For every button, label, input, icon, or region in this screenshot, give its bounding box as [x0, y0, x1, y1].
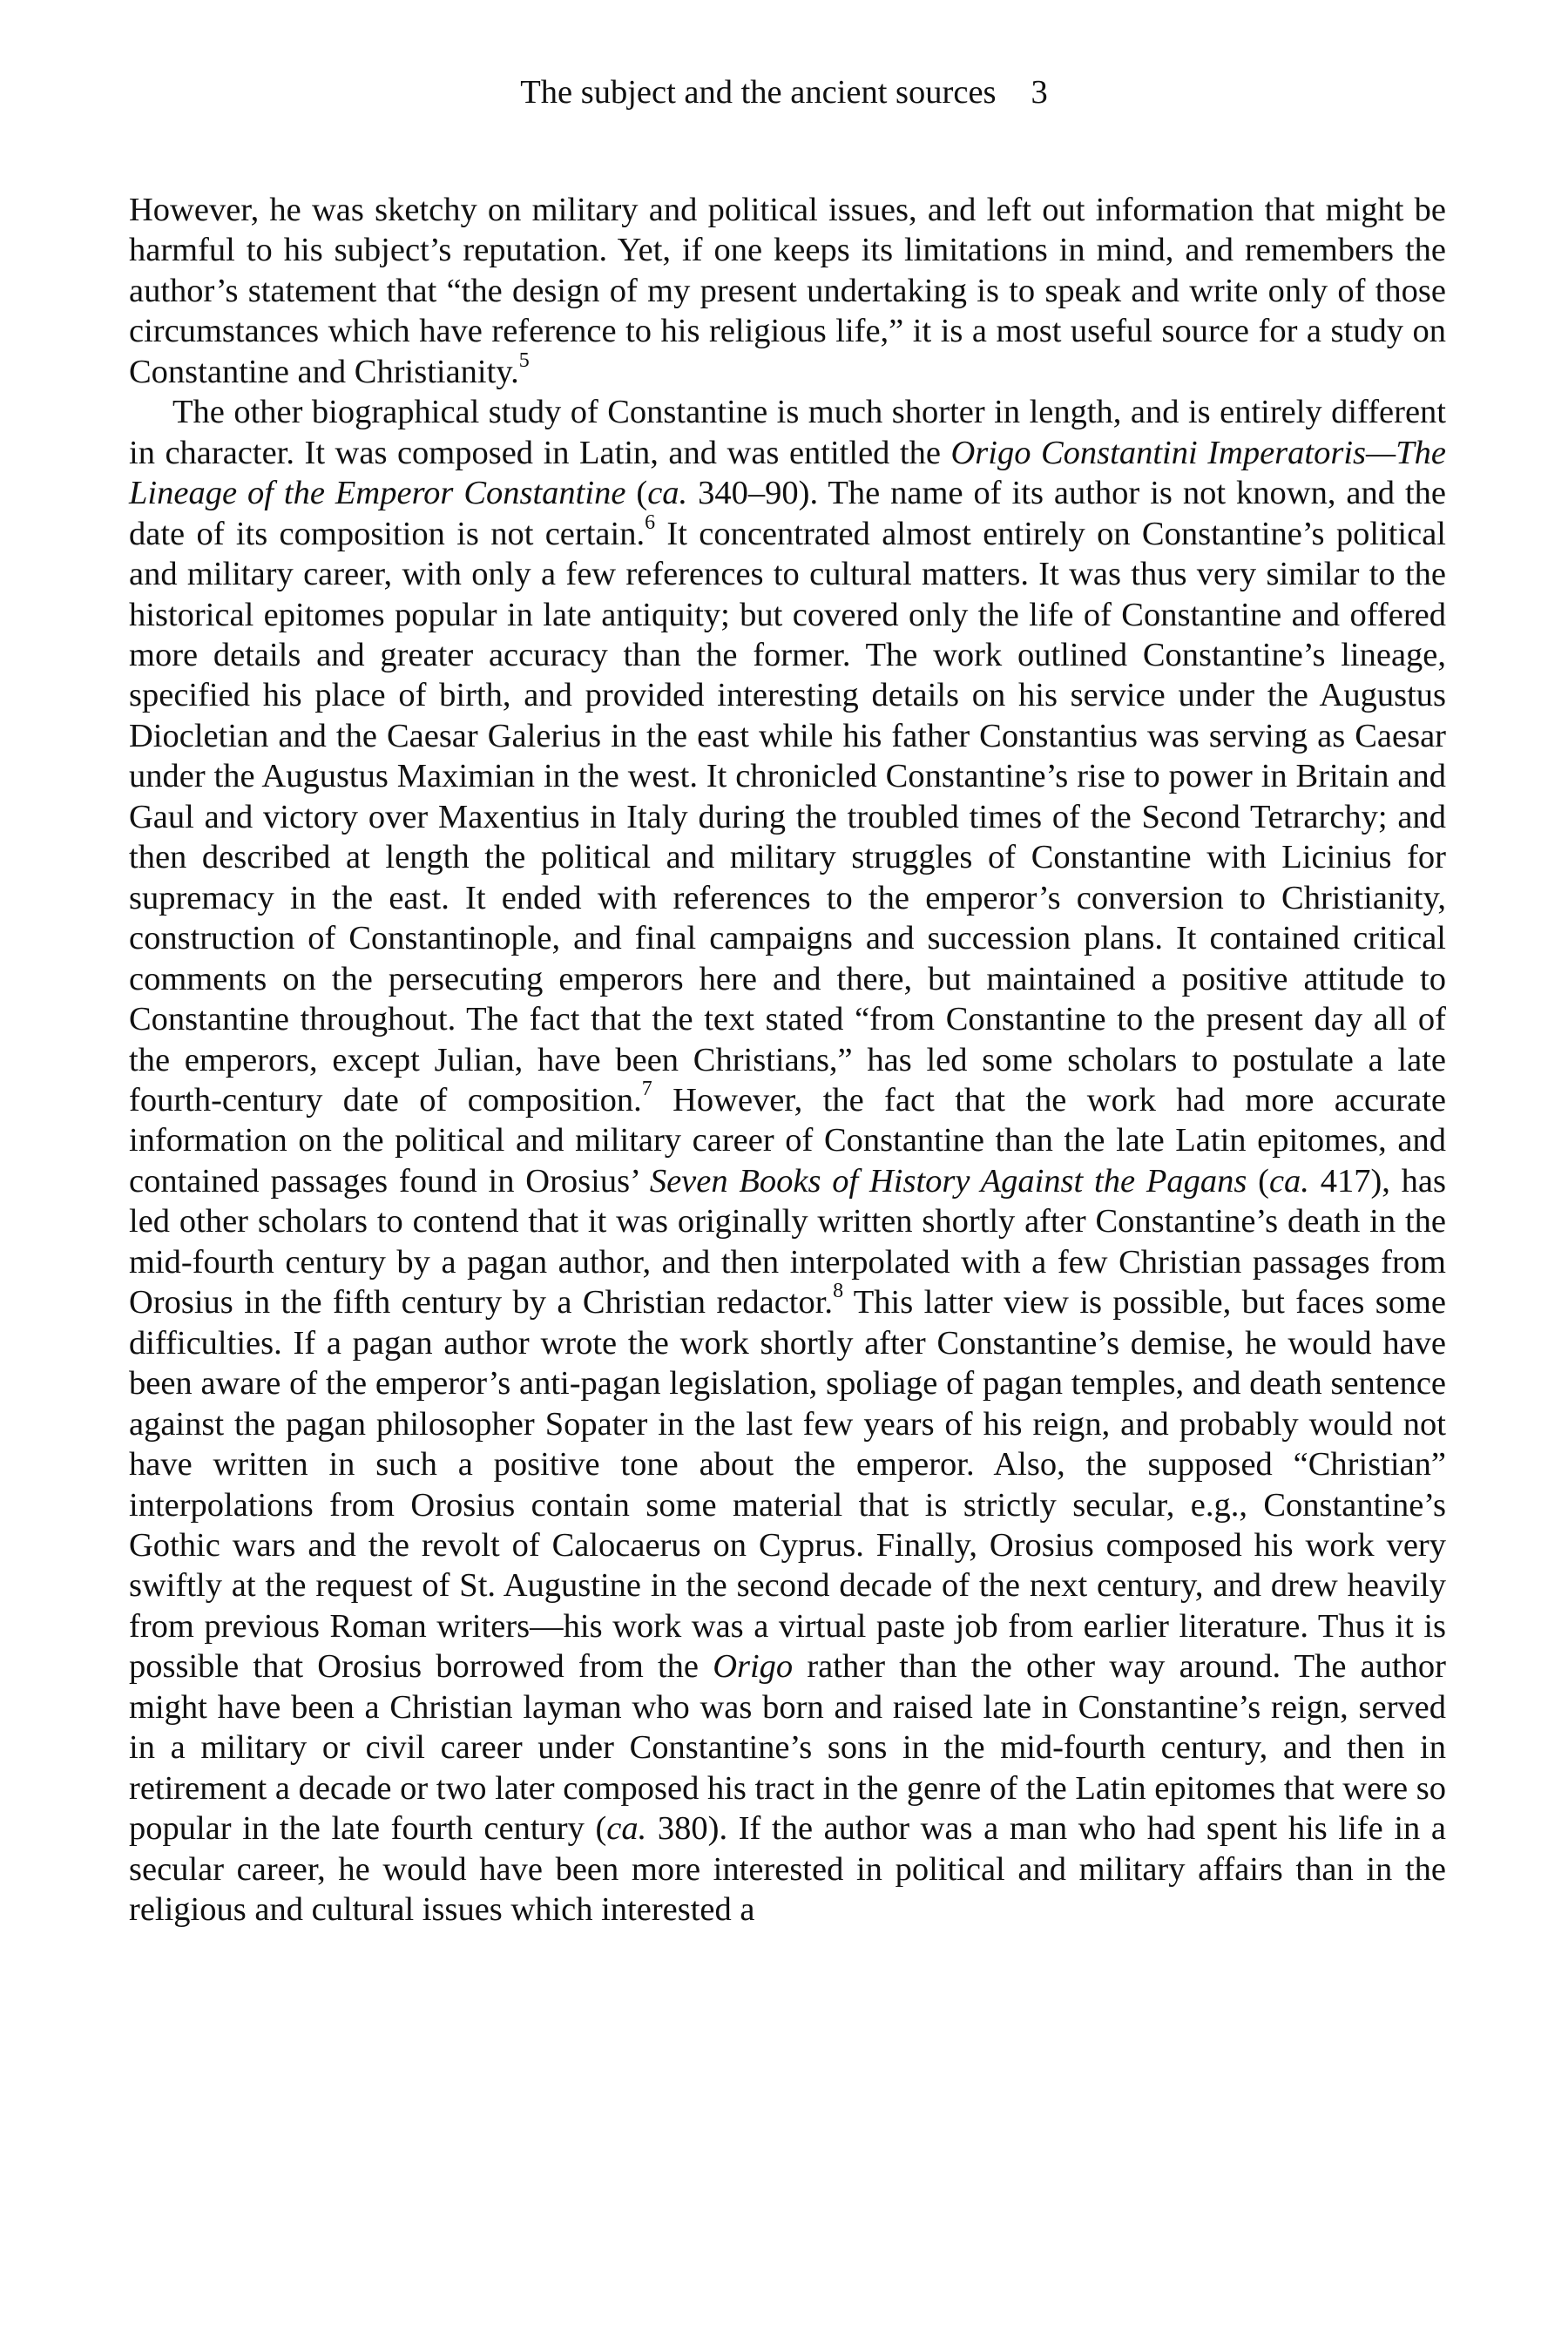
page-number: 3 — [1031, 74, 1048, 111]
paragraph-2-text-b: ( — [625, 475, 648, 512]
running-head-title: The subject and the ancient sources — [520, 74, 997, 111]
paragraph-1 — [129, 190, 1446, 392]
paragraph-2-text-i: rather than the other way around. The author might have been a Christian layman who was born and raised late in Constantine’s reign, served in a military or civil career under Constantine’s sons in the mid-fourth century, and then in retirement a decade or two later composed his tract in the genre of the Latin epitomes that were so popular in the late fourth century ( — [129, 1648, 1446, 1848]
origo-title: Origo Constantini Imperatoris—The Lineage of the Emperor Constantine — [129, 434, 1446, 512]
circa-abbrev-3: ca. — [606, 1810, 647, 1848]
origo-short-title: Origo — [713, 1648, 794, 1686]
paragraph-2 — [129, 392, 1446, 1930]
paragraph-2-text-g: 417), has led other scholars to contend that it was originally written shortly after Constantine’s death in the mid-fourth century by a pagan author, and then interpolated with a few Christian passages from Orosius in the fifth century by a Christian redactor. — [129, 1162, 1446, 1321]
paragraph-2-text-a: The other biographical study of Constantine is much shorter in length, and is entirely different in character. It was composed in Latin, and was entitled the — [129, 394, 1446, 471]
circa-abbrev-2: ca. — [1268, 1162, 1309, 1200]
footnote-ref-8: 8 — [833, 1280, 844, 1303]
paragraph-2-text-j: 380). If the author was a man who had spent his life in a secular career, he would have been more interested in political and military affairs than in the religious and cultural issues which interested a — [129, 1810, 1446, 1929]
paragraph-2-text-f: ( — [1247, 1162, 1269, 1200]
footnote-ref-7: 7 — [641, 1078, 652, 1101]
paragraph-2-text-c: 340–90). The name of its author is not known, and the date of its composition is not certain. — [129, 475, 1446, 552]
circa-abbrev-1: ca. — [647, 475, 688, 512]
footnote-ref-5: 5 — [518, 348, 530, 372]
body-text — [129, 190, 1446, 1930]
paragraph-2-text-d: It concentrated almost entirely on Constantine’s political and military career, with only a few references to cultural matters. It was thus very similar to the historical epitomes popular in late antiquity; but covered only the life of Constantine and offered more details and greater accuracy than the former. The work outlined Constantine’s lineage, specified his place of birth, and provided interesting details on his service under the Augustus Diocletian and the Caesar Galerius in the east while his father Constantius was serving as Caesar under the Augustus Maximian in the west. It chronicled Constantine’s rise to power in Britain and Gaul and victory over Maxentius in Italy during the troubled times of the Second Tetrarchy; and then described at length the political and military struggles of Constantine with Licinius for supremacy in the east. It ended with references to the emperor’s conversion to Christianity, construction of Constantinople, and final campaigns and succession plans. It contained critical comments on the persecuting emperors here and there, but maintained a positive attitude to Constantine throughout. The fact that the text stated “from Constantine to the present day all of the emperors, except Julian, have been Christians,” has led some scholars to postulate a late fourth-century date of composition. — [129, 515, 1447, 1119]
paragraph-2-text-h: This latter view is possible, but faces some difficulties. If a pagan author wrote the work shortly after Constantine’s demise, he would have been aware of the emperor’s anti-pagan legislation, spoliage of pagan temples, and death sentence against the pagan philosopher Sopater in the last few years of his reign, and probably would not have written in such a positive tone about the emperor. Also, the supposed “Christian” interpolations from Orosius contain some material that is strictly secular, e.g., Constantine’s Gothic wars and the revolt of Calocaerus on Cyprus. Finally, Orosius composed his work very swiftly at the request of St. Augustine in the second decade of the next century, and drew heavily from previous Roman writers—his work was a virtual paste job from earlier literature. Thus it is possible that Orosius borrowed from the — [129, 1284, 1446, 1686]
footnote-ref-6: 6 — [645, 510, 656, 534]
paragraph-1-text: However, he was sketchy on military and political issues, and left out information that might be harmful to his subject’s reputation. Yet, if one keeps its limitations in mind, and remembers the author’s statement that “the design of my present undertaking is to speak and write only of those circumstances which have reference to his religious life,” it is a most useful source for a study on Constantine and Christianity. — [129, 192, 1446, 390]
paragraph-2-text-e: However, the fact that the work had more accurate information on the political and military career of Constantine than the late Latin epitomes, and contained passages found in Orosius’ — [129, 1081, 1446, 1200]
orosius-title: Seven Books of History Against the Pagans — [649, 1162, 1247, 1200]
running-head — [0, 71, 1568, 113]
